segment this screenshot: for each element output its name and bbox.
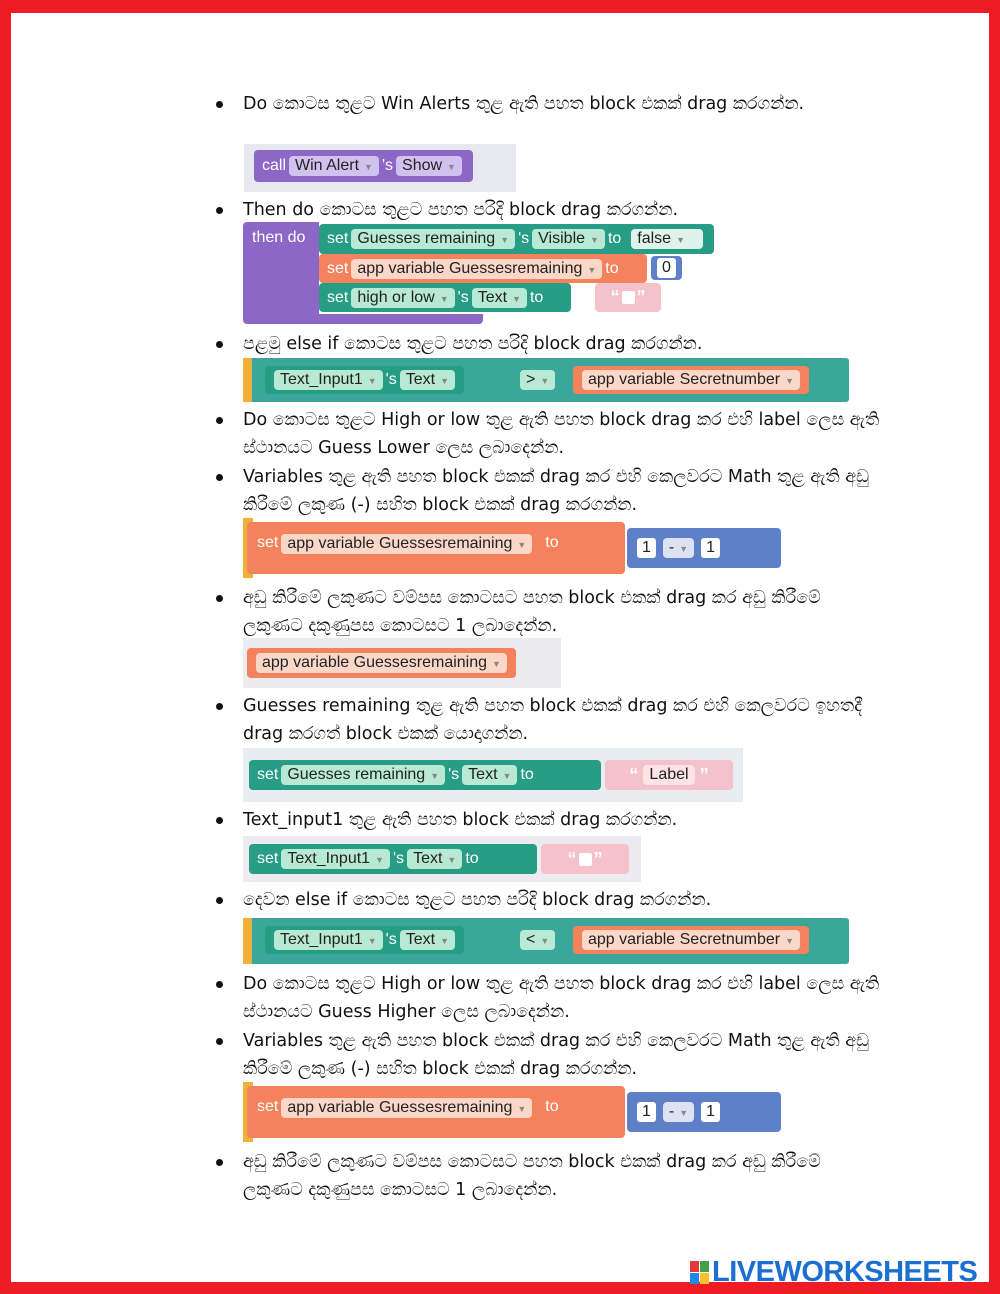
component-name: Text_Input1 (287, 850, 371, 867)
dropdown-arrow-icon: ▼ (375, 855, 384, 865)
instruction-8: Text_input1 තුළ ඇති පහත block එකක් drag කරගන්න. (243, 806, 883, 834)
possessive: 's (385, 371, 397, 388)
operator-symbol: - (668, 1103, 675, 1120)
close-quote-icon: ” (593, 848, 603, 869)
logo-text: LIVEWORKSHEETS (712, 1256, 978, 1288)
method-name: Show (402, 157, 443, 174)
to-keyword: to (529, 288, 544, 306)
possessive: 's (385, 931, 397, 948)
variable-dropdown[interactable] (582, 370, 800, 390)
set-keyword: set (257, 766, 279, 783)
close-quote-icon: ” (699, 764, 709, 785)
dropdown-arrow-icon: ▼ (502, 771, 512, 781)
else-if-strip (243, 358, 252, 402)
possessive: 's (448, 766, 460, 783)
dropdown-arrow-icon: ▼ (587, 264, 597, 275)
dropdown-arrow-icon: ▼ (447, 855, 457, 865)
instruction-10: Do කොටස තුළට High or low තුළ ඇති පහත block drag කර එහි label ලෙස ඇති ස්ථානයට Guess Higher ලෙස ලබාදෙන්න. (243, 970, 883, 1026)
set-variable-block[interactable] (247, 522, 625, 574)
variable-name: app variable Secretnumber (588, 931, 781, 948)
component-dropdown[interactable] (289, 156, 379, 176)
block-image-2 (243, 222, 751, 326)
right-operand[interactable]: 1 (701, 538, 720, 558)
property-dropdown[interactable] (462, 765, 517, 785)
property-name: Text (477, 288, 508, 306)
component-name: Guesses remaining (357, 230, 496, 247)
variable-name: app variable Guessesremaining (287, 1099, 513, 1116)
set-keyword: set (327, 259, 349, 277)
to-keyword: to (465, 850, 479, 867)
variable-name: app variable Guessesremaining (262, 654, 488, 671)
left-operand[interactable]: 1 (637, 538, 656, 558)
set-text-block[interactable] (249, 844, 537, 874)
label-text-block[interactable] (605, 760, 733, 790)
set-keyword: set (327, 230, 349, 247)
operator-dropdown[interactable] (663, 1102, 694, 1122)
text-slot[interactable] (622, 291, 635, 304)
component-name: Win Alert (295, 157, 360, 174)
dropdown-arrow-icon: ▼ (430, 771, 440, 781)
instruction-9: දෙවන else if කොටස තුළට පහත පරිදි block drag කරගන්න. (243, 886, 883, 914)
subtract-block[interactable] (627, 1092, 781, 1132)
component-name: Text_Input1 (280, 371, 363, 388)
open-quote-icon: “ (567, 848, 577, 869)
property-dropdown[interactable] (472, 288, 527, 308)
to-keyword: to (520, 766, 534, 783)
block-image-1 (244, 144, 516, 192)
dropdown-arrow-icon: ▼ (540, 936, 550, 946)
dropdown-arrow-icon: ▼ (590, 235, 599, 245)
text-input-getter[interactable] (265, 366, 464, 394)
component-name: high or low (357, 288, 435, 306)
empty-text-block[interactable] (541, 844, 629, 874)
operator-dropdown[interactable] (520, 370, 555, 390)
property-dropdown[interactable] (400, 930, 455, 950)
property-dropdown[interactable] (532, 229, 605, 249)
instruction-12: අඩු කිරීමේ ලකුණට වම්පස කොටසට පහත block එකක් drag කර අඩු කිරීමේ ලකුණට දකුණුපස කොටසට 1 ලබාදෙන්න. (243, 1148, 883, 1204)
to-keyword: to (605, 259, 619, 277)
call-keyword: call (262, 157, 287, 174)
instruction-2: Then do කොටස තුළට පහත පරිදි block drag කරගන්න. (243, 196, 883, 224)
instruction-3: පළමු else if කොටස තුළට පහත පරිදි block drag කරගන්න. (243, 330, 883, 358)
dropdown-arrow-icon: ▼ (364, 162, 373, 172)
property-dropdown[interactable] (407, 849, 462, 869)
dropdown-arrow-icon: ▼ (676, 235, 685, 245)
then-do-label: then do (252, 229, 306, 246)
dropdown-arrow-icon: ▼ (785, 376, 795, 386)
variable-dropdown[interactable] (582, 930, 800, 950)
dropdown-arrow-icon: ▼ (447, 162, 456, 172)
else-if-strip (243, 918, 252, 964)
secretnumber-getter[interactable] (573, 926, 809, 954)
set-keyword: set (327, 288, 349, 306)
variable-dropdown[interactable] (256, 653, 507, 673)
number-block[interactable] (651, 256, 682, 280)
right-operand[interactable]: 1 (701, 1102, 720, 1122)
to-keyword: to (545, 534, 559, 551)
call-block[interactable] (254, 150, 473, 182)
variable-name: app variable Secretnumber (588, 371, 781, 388)
liveworksheets-logo[interactable] (690, 1256, 977, 1289)
block-image-4 (243, 518, 783, 580)
dropdown-arrow-icon: ▼ (500, 235, 510, 245)
property-name: Text (405, 371, 436, 388)
to-keyword: to (607, 230, 622, 247)
close-quote-icon: ” (636, 287, 646, 307)
dropdown-arrow-icon: ▼ (517, 1104, 527, 1114)
block-image-6 (243, 748, 743, 802)
component-dropdown[interactable] (351, 229, 515, 249)
boolean-value: false (637, 230, 672, 247)
component-dropdown[interactable] (351, 288, 454, 308)
set-text-block[interactable] (319, 283, 571, 312)
instruction-6: අඩු කිරීමේ ලකුණට වම්පස කොටසට පහත block එකක් drag කර අඩු කිරීමේ ලකුණට දකුණුපස කොටසට 1 ලබාදෙන්න. (243, 584, 883, 640)
dropdown-arrow-icon: ▼ (439, 293, 449, 304)
dropdown-arrow-icon: ▼ (492, 659, 501, 669)
operator-symbol: - (668, 539, 675, 556)
instruction-5: Variables තුළ ඇති පහත block එකක් drag කර එහි කෙලවරට Math තුළ ඇති අඩු කිරීමේ ලකුණ (-) සහිත block එකක් drag කරගන්න. (243, 463, 883, 519)
dropdown-arrow-icon: ▼ (440, 936, 449, 946)
property-dropdown[interactable] (400, 370, 455, 390)
block-image-5 (243, 638, 561, 688)
false-value[interactable] (631, 229, 703, 249)
set-keyword: set (257, 534, 279, 551)
secretnumber-getter[interactable] (573, 366, 809, 394)
operator-dropdown[interactable] (520, 930, 555, 950)
set-variable-block[interactable] (247, 1086, 625, 1138)
property-name: Text (405, 931, 436, 948)
set-variable-block[interactable] (319, 254, 647, 283)
set-visible-block[interactable] (319, 224, 714, 254)
dropdown-arrow-icon: ▼ (367, 936, 377, 946)
variable-name: app variable Guessesremaining (287, 535, 513, 552)
set-text-block[interactable] (249, 760, 601, 790)
component-dropdown[interactable] (274, 370, 383, 390)
instruction-11: Variables තුළ ඇති පහත block එකක් drag කර එහි කෙලවරට Math තුළ ඇති අඩු කිරීමේ ලකුණ (-) සහිත block එකක් drag කරගන්න. (243, 1027, 883, 1083)
instruction-4: Do කොටස තුළට High or low තුළ ඇති පහත block drag කර එහි label ලෙස ඇති ස්ථානයට Guess Lower ලෙස ලබාදෙන්න. (243, 406, 883, 462)
component-dropdown[interactable] (274, 930, 383, 950)
left-operand[interactable]: 1 (637, 1102, 656, 1122)
component-dropdown[interactable] (281, 765, 445, 785)
component-name: Text_Input1 (280, 931, 363, 948)
to-keyword: to (545, 1098, 559, 1115)
dropdown-arrow-icon: ▼ (679, 544, 689, 554)
possessive: 's (518, 230, 530, 247)
property-name: Text (413, 850, 443, 867)
operator-symbol: > (526, 371, 536, 388)
dropdown-arrow-icon: ▼ (785, 936, 795, 946)
component-name: Guesses remaining (287, 766, 426, 783)
block-image-7 (243, 836, 641, 882)
dropdown-arrow-icon: ▼ (512, 293, 521, 304)
number-value[interactable]: 0 (657, 258, 676, 278)
block-image-3 (243, 358, 849, 402)
variable-getter[interactable] (247, 648, 516, 678)
subtract-block[interactable] (627, 528, 781, 568)
possessive: 's (393, 850, 405, 867)
component-dropdown[interactable] (281, 849, 390, 869)
dropdown-arrow-icon: ▼ (679, 1108, 689, 1118)
variable-dropdown[interactable] (351, 259, 602, 279)
block-image-9 (243, 1082, 783, 1144)
dropdown-arrow-icon: ▼ (440, 376, 449, 386)
variable-dropdown[interactable] (281, 534, 532, 554)
property-name: Visible (538, 230, 586, 247)
open-quote-icon: “ (610, 287, 620, 307)
open-quote-icon: “ (629, 764, 639, 785)
instruction-1: Do කොටස තුළට Win Alerts තුළ ඇති පහත block එකක් drag කරගන්න. (243, 90, 883, 118)
block-image-8 (243, 918, 849, 964)
variable-name: app variable Guessesremaining (357, 259, 583, 277)
dropdown-arrow-icon: ▼ (367, 376, 377, 386)
operator-symbol: < (526, 931, 536, 948)
empty-text-block[interactable] (595, 283, 661, 312)
property-name: Text (468, 766, 498, 783)
dropdown-arrow-icon: ▼ (517, 540, 527, 550)
then-do-bottom (243, 314, 483, 324)
set-keyword: set (257, 850, 279, 867)
text-input-getter[interactable] (265, 926, 464, 954)
instruction-7: Guesses remaining තුළ ඇති පහත block එකක් drag කර එහි කෙලවරට ඉහතදී drag කරගත් block එකක් යොදාගන්න. (243, 692, 883, 748)
text-slot[interactable] (579, 853, 592, 866)
possessive: 's (457, 288, 469, 306)
method-dropdown[interactable] (396, 156, 462, 176)
operator-dropdown[interactable] (663, 538, 694, 558)
text-value[interactable]: Label (643, 765, 694, 785)
dropdown-arrow-icon: ▼ (540, 376, 550, 386)
logo-tiles-icon (690, 1261, 709, 1284)
variable-dropdown[interactable] (281, 1098, 532, 1118)
possessive: 's (381, 157, 394, 174)
set-keyword: set (257, 1098, 279, 1115)
